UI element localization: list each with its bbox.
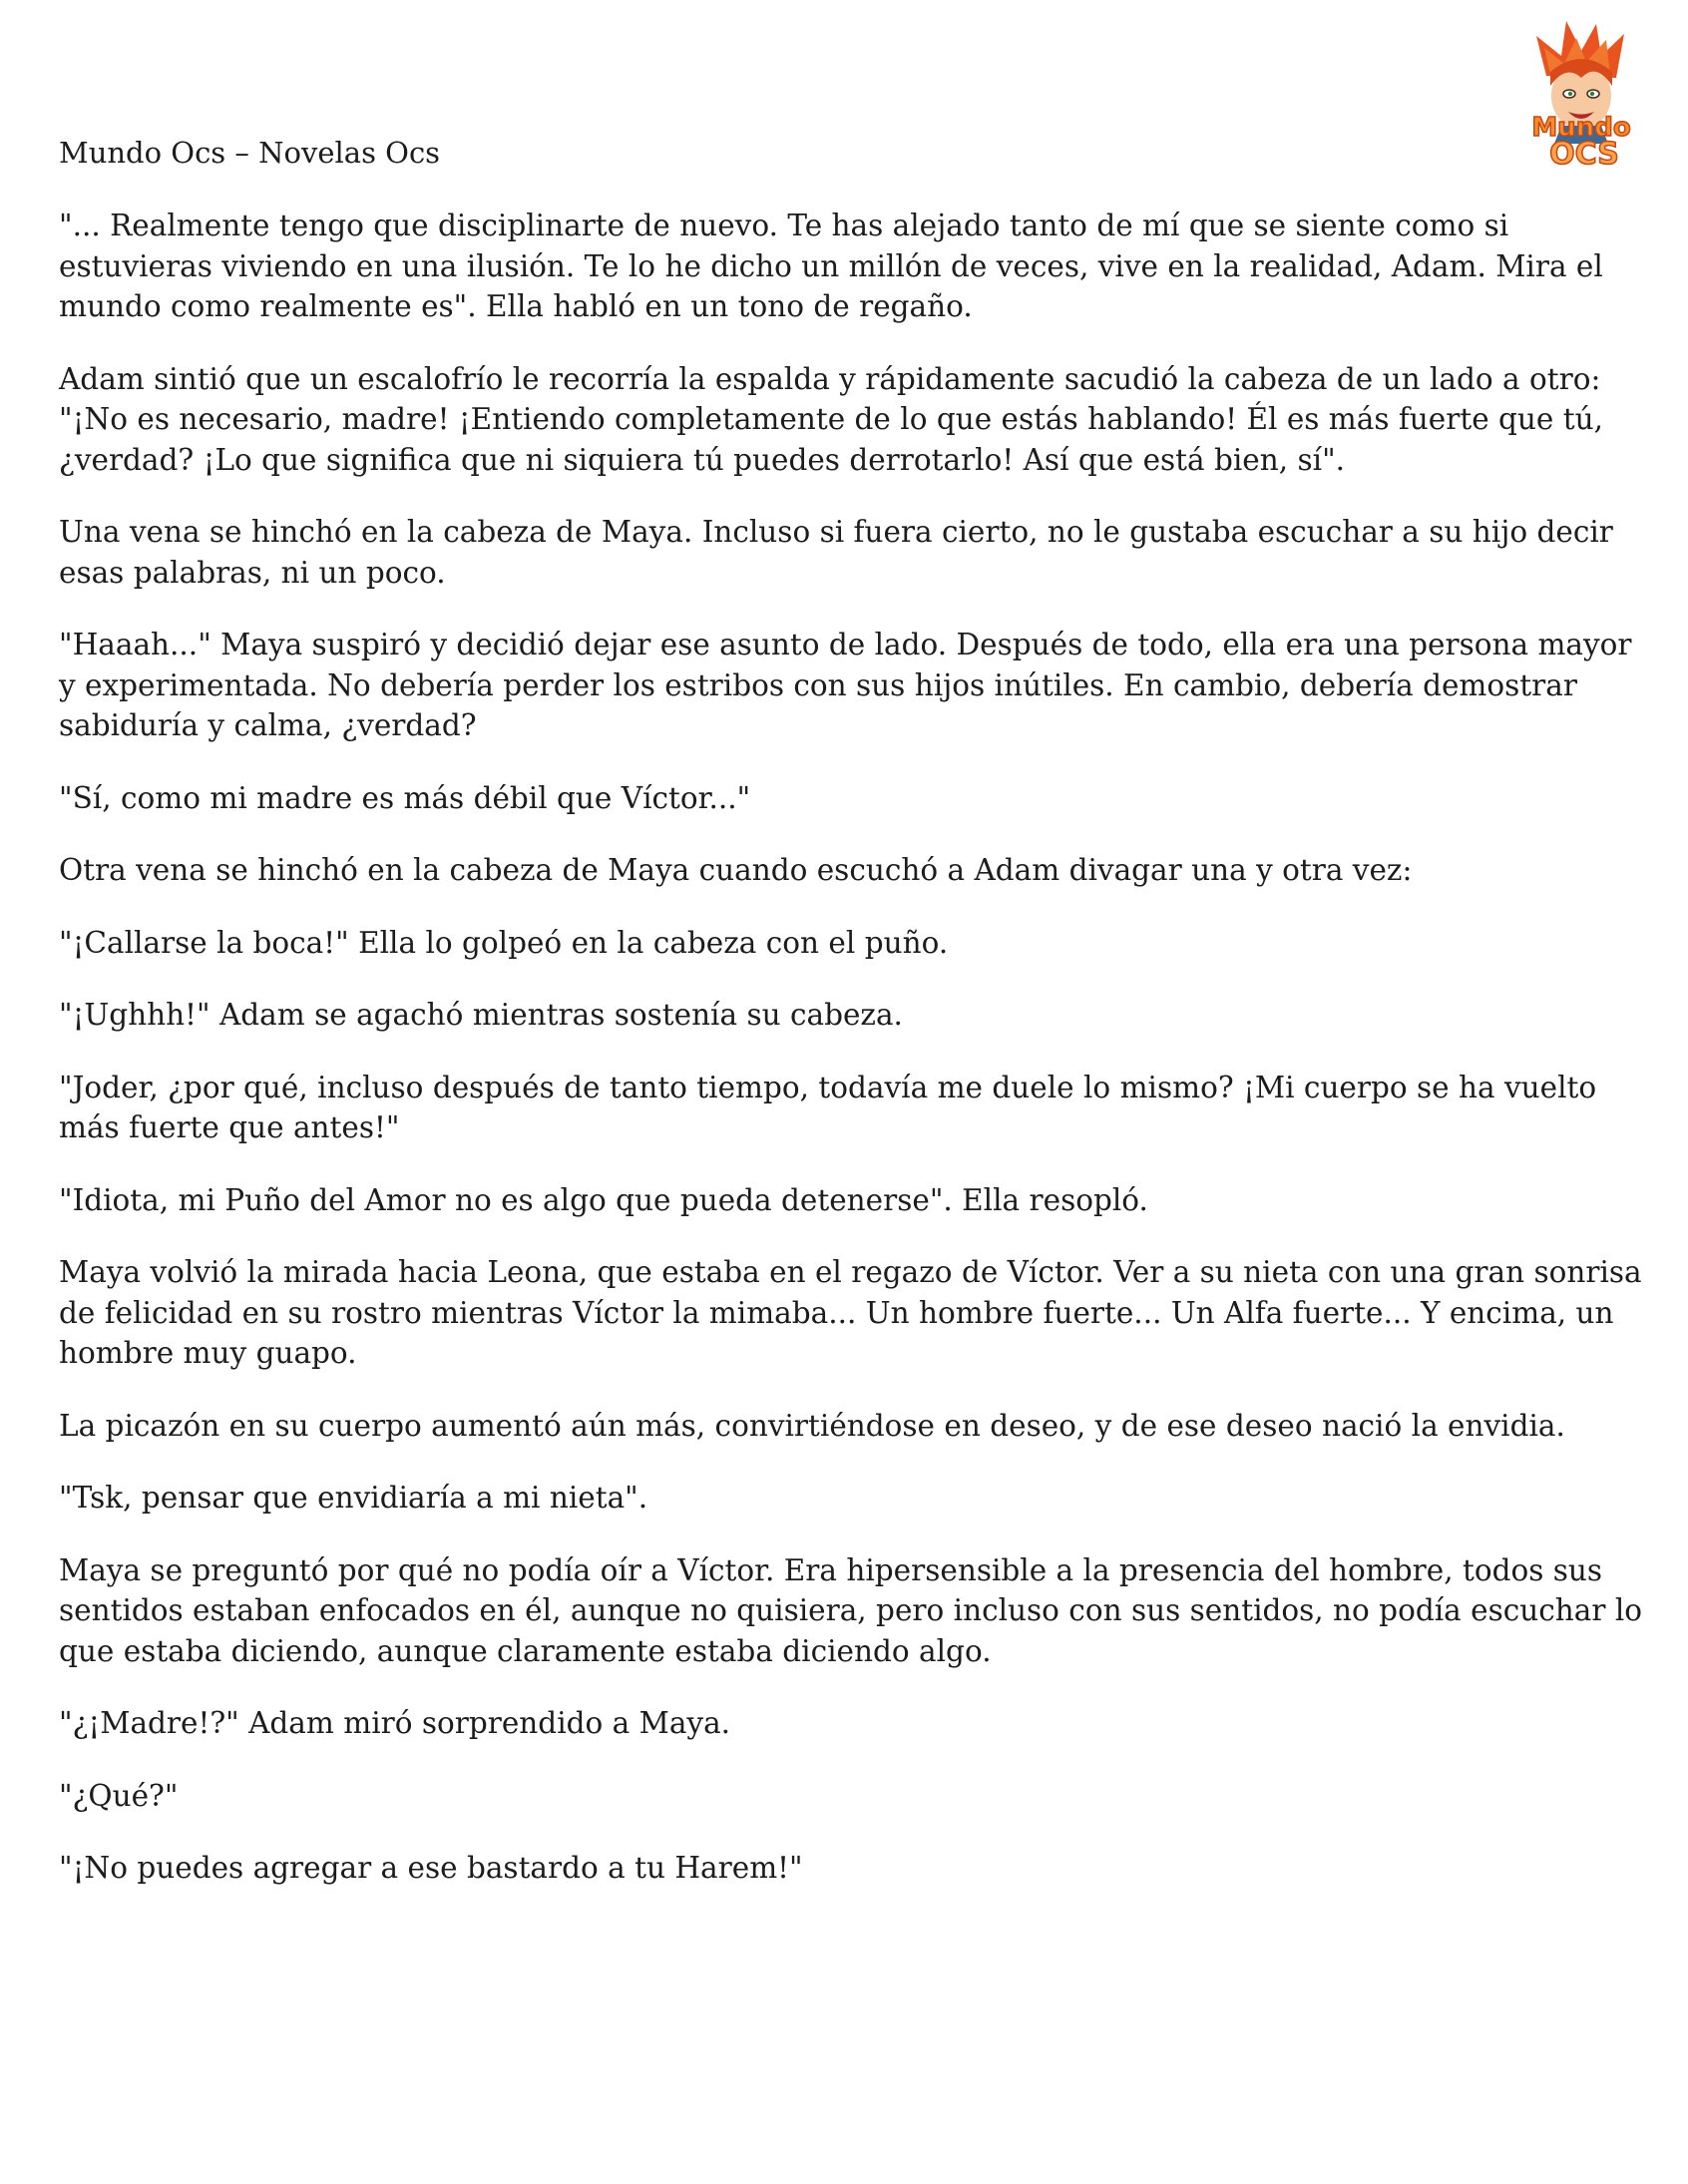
novel-text-body [59,206,1645,1921]
paragraph: "¡Ughhh!" Adam se agachó mientras sostenía su cabeza. [59,998,903,1032]
mundo-ocs-logo [1506,16,1656,176]
paragraph: "¡Callarse la boca!" Ella lo golpeó en la cabeza con el puño. [59,925,949,960]
paragraph: Adam sintió que un escalofrío le recorría la espalda y rápidamente sacudió la cabeza de un lado a otro: "¡No es necesario, madre! ¡Entiendo completamente de lo que estás hablando! Él es más fuerte que tú, ¿verdad? ¡Lo que significa que ni siquiera tú puedes derrotarlo! Así que está bien, sí". [59,361,1604,477]
logo-text-mundo: Mundo [1531,113,1631,143]
paragraph: "Haaah..." Maya suspiró y decidió dejar ese asunto de lado. Después de todo, ella era una persona mayor y experimentada. No debería perder los estribos con sus hijos inútiles. En cambio, debería demostrar sabiduría y calma, ¿verdad? [59,628,1632,742]
paragraph: Maya se preguntó por qué no podía oír a Víctor. Era hipersensible a la presencia del hombre, todos sus sentidos estaban enfocados en él, aunque no quisiera, pero incluso con sus sentidos, no podía escuchar lo que estaba diciendo, aunque claramente estaba diciendo algo. [59,1552,1643,1668]
paragraph: "Tsk, pensar que envidiaría a mi nieta". [59,1481,648,1515]
logo-text-ocs: OCS [1549,137,1619,172]
paragraph: "Joder, ¿por qué, incluso después de tanto tiempo, todavía me duele lo mismo? ¡Mi cuerpo se ha vuelto más fuerte que antes!" [59,1070,1597,1144]
paragraph: Maya volvió la mirada hacia Leona, que estaba en el regazo de Víctor. Ver a su nieta con una gran sonrisa de felicidad en su rostro mientras Víctor la mimaba... Un hombre fuerte... Un Alfa fuerte... Y encima, un hombre muy guapo. [59,1255,1642,1370]
paragraph: "¡No puedes agregar a ese bastardo a tu Harem!" [59,1851,803,1885]
paragraph: "Sí, como mi madre es más débil que Víctor..." [59,780,751,815]
paragraph: "... Realmente tengo que disciplinarte de nuevo. Te has alejado tanto de mí que se siente como si estuvieras viviendo en una ilusión. Te lo he dicho un millón de veces, vive en la realidad, Adam. Mira el mundo como realmente es". Ella habló en un tono de regaño. [59,209,1603,323]
paragraph: La picazón en su cuerpo aumentó aún más, convirtiéndose en deseo, y de ese deseo nació la envidia. [59,1408,1565,1443]
page-header-title: Mundo Ocs – Novelas Ocs [59,136,441,170]
paragraph: Otra vena se hinchó en la cabeza de Maya cuando escuchó a Adam divagar una y otra vez: [59,853,1413,887]
paragraph: "¿Qué?" [59,1778,179,1813]
paragraph: "Idiota, mi Puño del Amor no es algo que pueda detenerse". Ella resopló. [59,1182,1148,1217]
paragraph: "¿¡Madre!?" Adam miró sorprendido a Maya. [59,1706,731,1740]
paragraph: Una vena se hinchó en la cabeza de Maya. Incluso si fuera cierto, no le gustaba escuchar a su hijo decir esas palabras, ni un poco. [59,515,1613,590]
